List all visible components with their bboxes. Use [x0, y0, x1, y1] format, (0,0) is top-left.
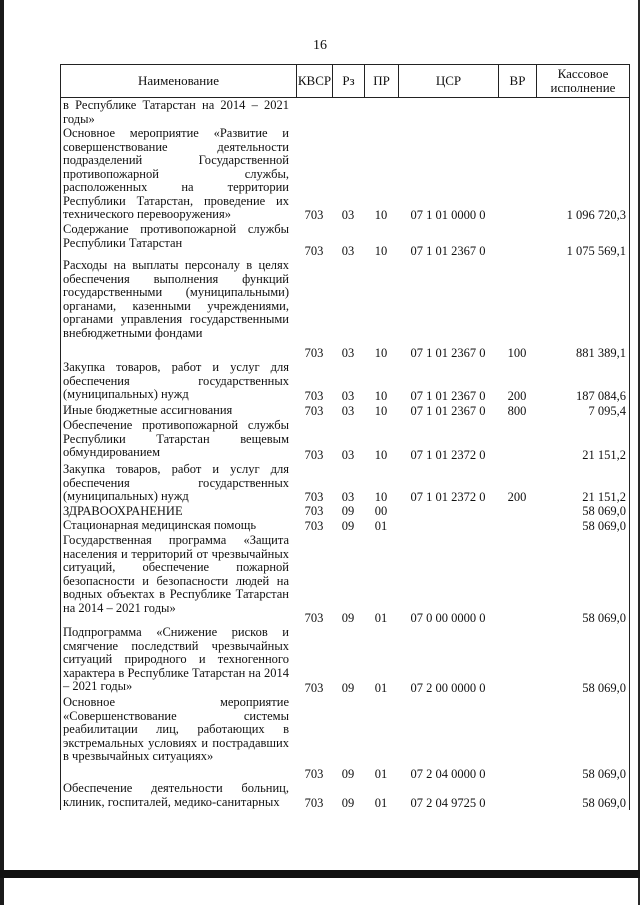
row-kvsr: 703 — [304, 681, 324, 695]
row-rz: 03 — [341, 208, 355, 222]
row-rz: 03 — [341, 389, 355, 403]
row-name: ЗДРАВООХРАНЕНИЕ — [63, 504, 183, 518]
table-row — [60, 418, 630, 462]
header-csr: ЦСР — [399, 65, 499, 97]
row-kvsr: 703 — [304, 244, 324, 258]
row-kvsr: 703 — [304, 448, 324, 462]
row-pr: 10 — [374, 448, 388, 462]
row-pr: 10 — [374, 404, 388, 418]
row-name: Иные бюджетные ассигнования — [63, 403, 233, 417]
row-pr: 10 — [374, 389, 388, 403]
row-vr: 200 — [507, 490, 527, 504]
row-name: Закупка товаров, работ и услуг для обеспечения государственных (муниципальных) нужд — [63, 462, 289, 503]
scan-edge-left — [0, 0, 4, 905]
row-csr: 07 1 01 2372 0 — [410, 490, 486, 504]
row-kvsr: 703 — [304, 519, 324, 533]
row-kvsr: 703 — [304, 346, 324, 360]
row-csr: 07 1 01 2372 0 — [410, 448, 486, 462]
row-kvsr: 703 — [304, 611, 324, 625]
table-row — [60, 462, 630, 504]
row-csr: 07 2 04 0000 0 — [410, 767, 486, 781]
table-row — [60, 533, 630, 625]
row-csr: 07 1 01 0000 0 — [410, 208, 486, 222]
row-sum: 58 069,0 — [582, 519, 626, 533]
row-sum: 58 069,0 — [582, 796, 626, 810]
row-kvsr: 703 — [304, 796, 324, 810]
row-rz: 09 — [341, 767, 355, 781]
row-kvsr: 703 — [304, 490, 324, 504]
row-pr: 00 — [374, 504, 388, 518]
row-rz: 09 — [341, 796, 355, 810]
table-row — [60, 222, 630, 258]
row-pr: 01 — [374, 796, 388, 810]
row-kvsr: 703 — [304, 389, 324, 403]
table-row — [60, 258, 630, 360]
row-name: Закупка товаров, работ и услуг для обеспечения государственных (муниципальных) нужд — [63, 360, 289, 401]
row-name: Стационарная медицинская помощь — [63, 518, 257, 532]
row-kvsr: 703 — [304, 208, 324, 222]
row-rz: 03 — [341, 490, 355, 504]
row-vr: 800 — [507, 404, 527, 418]
row-sum: 58 069,0 — [582, 681, 626, 695]
header-name: Наименование — [61, 65, 297, 97]
table-row — [60, 360, 630, 403]
row-name: Содержание противопожарной службы Республики Татарстан — [63, 222, 289, 250]
row-csr: 07 2 00 0000 0 — [410, 681, 486, 695]
table-row — [60, 504, 630, 518]
row-name: в Республике Татарстан на 2014 – 2021 годы» — [63, 98, 289, 126]
row-rz: 03 — [341, 404, 355, 418]
header-sum: Кассовое исполнение — [550, 66, 616, 95]
row-rz: 03 — [341, 448, 355, 462]
row-pr: 10 — [374, 346, 388, 360]
row-kvsr: 703 — [304, 504, 324, 518]
row-vr: 100 — [507, 346, 527, 360]
row-pr: 10 — [374, 490, 388, 504]
row-sum: 7 095,4 — [588, 404, 626, 418]
table-row — [60, 98, 630, 126]
table-body — [60, 98, 630, 810]
header-vr: ВР — [499, 65, 537, 97]
row-name: Государственная программа «Защита населения и территорий от чрезвычайных ситуаций, обеспечение пожарной безопасности и безопасности людей на водных объектах в Республике Татарстан на 2014 – 2021 годы» — [63, 533, 289, 615]
row-kvsr: 703 — [304, 767, 324, 781]
row-name: Обеспечение деятельности больниц, клиник, госпиталей, медико-санитарных — [63, 781, 289, 809]
row-pr: 10 — [374, 208, 388, 222]
row-rz: 09 — [341, 681, 355, 695]
row-pr: 01 — [374, 611, 388, 625]
row-rz: 03 — [341, 346, 355, 360]
row-sum: 21 151,2 — [582, 490, 626, 504]
table-row — [60, 695, 630, 781]
row-pr: 01 — [374, 681, 388, 695]
row-sum: 58 069,0 — [582, 767, 626, 781]
row-sum: 58 069,0 — [582, 504, 626, 518]
row-csr: 07 2 04 9725 0 — [410, 796, 486, 810]
row-name: Обеспечение противопожарной службы Республики Татарстан вещевым обмундированием — [63, 418, 289, 459]
row-rz: 03 — [341, 244, 355, 258]
row-sum: 58 069,0 — [582, 611, 626, 625]
row-sum: 21 151,2 — [582, 448, 626, 462]
row-name: Подпрограмма «Снижение рисков и смягчение последствий чрезвычайных ситуаций природного и техногенного характера в Республике Татарстан на 2014 – 2021 годы» — [63, 625, 289, 693]
row-kvsr: 703 — [304, 404, 324, 418]
table-header — [60, 64, 630, 98]
row-rz: 09 — [341, 504, 355, 518]
table-row — [60, 518, 630, 533]
row-sum: 881 389,1 — [576, 346, 626, 360]
row-pr: 01 — [374, 519, 388, 533]
scan-edge-bottom — [0, 870, 640, 878]
row-csr: 07 1 01 2367 0 — [410, 404, 486, 418]
row-name: Основное мероприятие «Развитие и совершенствование деятельности подразделений Государственной противопожарной службы, расположенных на территории Республики Татарстан, проведение их технического перевооружения» — [63, 126, 289, 221]
header-pr: ПР — [365, 65, 399, 97]
table-row — [60, 126, 630, 222]
table-row — [60, 781, 630, 810]
row-csr: 07 1 01 2367 0 — [410, 244, 486, 258]
row-vr: 200 — [507, 389, 527, 403]
row-csr: 07 0 00 0000 0 — [410, 611, 486, 625]
row-name: Расходы на выплаты персоналу в целях обеспечения выполнения функций государственными (муниципальными) органами, казенными учреждениями, органами управления государственными внебюджетными фондами — [63, 258, 289, 340]
table-row — [60, 403, 630, 418]
row-sum: 1 075 569,1 — [566, 244, 626, 258]
row-sum: 187 084,6 — [576, 389, 626, 403]
row-csr: 07 1 01 2367 0 — [410, 346, 486, 360]
header-kvsr: КВСР — [297, 65, 333, 97]
row-csr: 07 1 01 2367 0 — [410, 389, 486, 403]
row-sum: 1 096 720,3 — [566, 208, 626, 222]
row-pr: 01 — [374, 767, 388, 781]
row-rz: 09 — [341, 519, 355, 533]
header-rz: Рз — [333, 65, 365, 97]
row-name: Основное мероприятие «Совершенствование системы реабилитации лиц, работающих в экстремальных условиях и пострадавших в чрезвычайных ситуациях» — [63, 695, 289, 763]
row-rz: 09 — [341, 611, 355, 625]
page-number: 16 — [313, 38, 327, 53]
table-row — [60, 625, 630, 695]
row-pr: 10 — [374, 244, 388, 258]
